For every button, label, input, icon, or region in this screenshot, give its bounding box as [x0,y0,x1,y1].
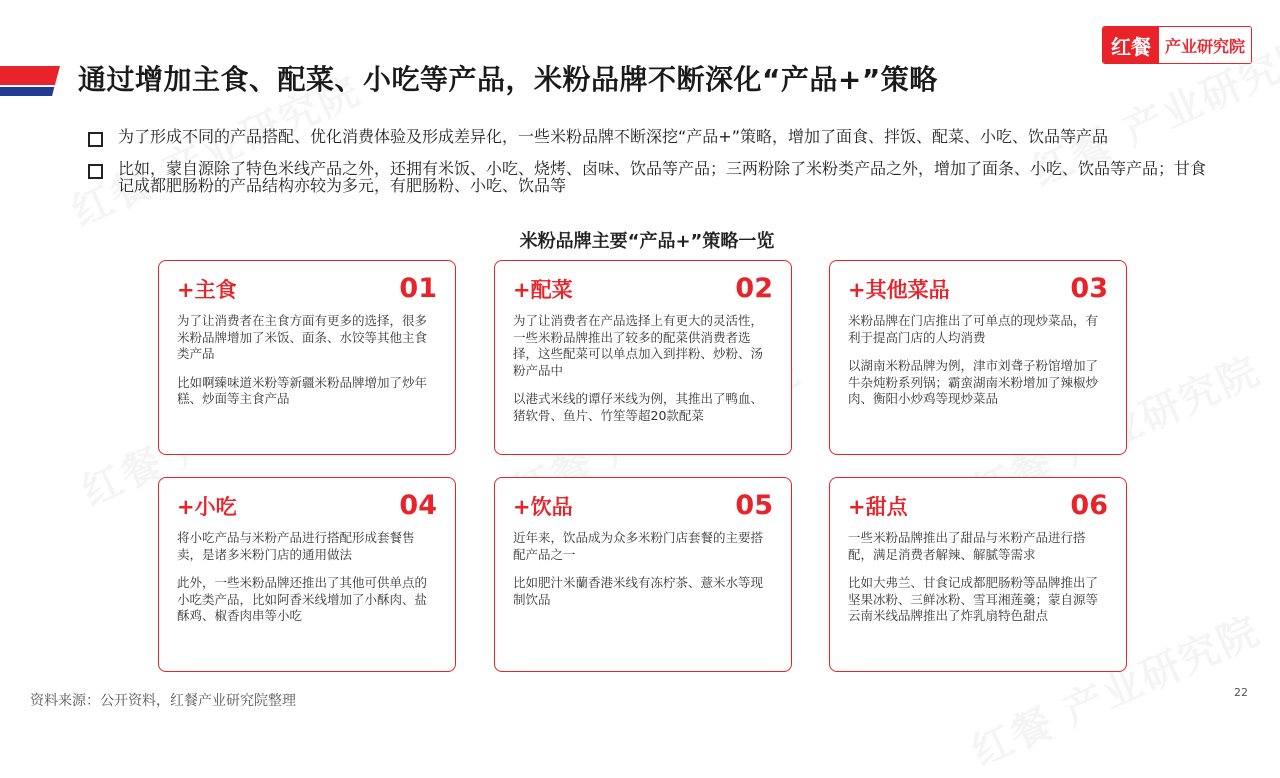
card-paragraph: 比如肥汁米蘭香港米线有冻柠茶、薏米水等现制饮品 [513,575,764,607]
bullet-item [88,160,1218,194]
card-number: 01 [399,273,437,304]
strategy-card-dessert [829,477,1127,672]
page-title: 通过增加主食、配菜、小吃等产品，米粉品牌不断深化“产品+”策略 [78,63,938,96]
card-paragraph: 此外，一些米粉品牌还推出了其他可供单点的小吃类产品，比如阿香米线增加了小酥肉、盐酥鸡、椒香肉串等小吃 [177,575,428,623]
card-paragraph: 比如大弗兰、甘食记成都肥肠粉等品牌推出了坚果冰粉、三鲜冰粉、雪耳湘莲羹；蒙自源等云南米线品牌推出了炸乳扇特色甜点 [848,575,1099,623]
bullet-text: 比如，蒙自源除了特色米线产品之外，还拥有米饭、小吃、烧烤、卤味、饮品等产品；三两粉除了米粉类产品之外，增加了面条、小吃、饮品等产品；甘食记成都肥肠粉的产品结构亦较为多元，有肥肠粉、小吃、饮品等 [118,159,1207,195]
card-number: 04 [399,490,437,521]
source-note: 资料来源：公开资料，红餐产业研究院整理 [30,693,296,709]
card-title: +配菜 [513,278,573,302]
card-paragraph: 以港式米线的谭仔米线为例，其推出了鸭血、猪软骨、鱼片、竹笙等超20款配菜 [513,391,764,423]
brand-logo [1102,26,1252,64]
card-paragraph: 为了让消费者在主食方面有更多的选择，很多米粉品牌增加了米饭、面条、水饺等其他主食类产品 [177,313,428,361]
logo-text: 产业研究院 [1159,27,1251,63]
logo-mark: 红餐 [1103,27,1159,63]
strategy-card-other-dishes [829,260,1127,455]
card-paragraph: 以湖南米粉品牌为例，津市刘聋子粉馆增加了牛杂炖粉系列锅；霸蛮湖南米粉增加了辣椒炒肉、衡阳小炒鸡等现炒菜品 [848,358,1099,406]
card-title: +其他菜品 [848,278,950,302]
card-paragraph: 比如啊臻味道米粉等新疆米粉品牌增加了炒年糕、炒面等主食产品 [177,374,428,406]
bullet-list [88,128,1218,207]
card-number: 02 [735,273,773,304]
strategy-card-staple [158,260,456,455]
square-bullet-icon [88,164,103,179]
card-paragraph: 将小吃产品与米粉产品进行搭配形成套餐售卖，是诸多米粉门店的通用做法 [177,530,415,562]
bullet-text: 为了形成不同的产品搭配、优化消费体验及形成差异化，一些米粉品牌不断深挖“产品+”策略，增加了面食、拌饭、配菜、小吃、饮品等产品 [118,127,1108,146]
strategy-card-drink [494,477,792,672]
bullet-item [88,128,1218,147]
card-number: 06 [1070,490,1108,521]
header-accent-bar [0,66,60,96]
strategy-card-snack [158,477,456,672]
card-title: +主食 [177,278,237,302]
card-paragraph: 为了让消费者在产品选择上有更大的灵活性，一些米粉品牌推出了较多的配菜供消费者选择，这些配菜可以单点加入到拌粉、炒粉、汤粉产品中 [513,313,764,378]
card-number: 03 [1070,273,1108,304]
card-title: +小吃 [177,495,237,519]
square-bullet-icon [88,132,103,147]
card-paragraph: 米粉品牌在门店推出了可单点的现炒菜品，有利于提高门店的人均消费 [848,313,1099,345]
card-title: +甜点 [848,495,908,519]
strategy-card-side-dish [494,260,792,455]
card-paragraph: 近年来，饮品成为众多米粉门店套餐的主要搭配产品之一 [513,530,764,562]
page-number: 22 [1234,686,1248,699]
card-number: 05 [735,490,773,521]
card-title: +饮品 [513,495,573,519]
section-subtitle: 米粉品牌主要“产品+”策略一览 [519,231,775,252]
card-paragraph: 一些米粉品牌推出了甜品与米粉产品进行搭配，满足消费者解辣、解腻等需求 [848,530,1086,562]
